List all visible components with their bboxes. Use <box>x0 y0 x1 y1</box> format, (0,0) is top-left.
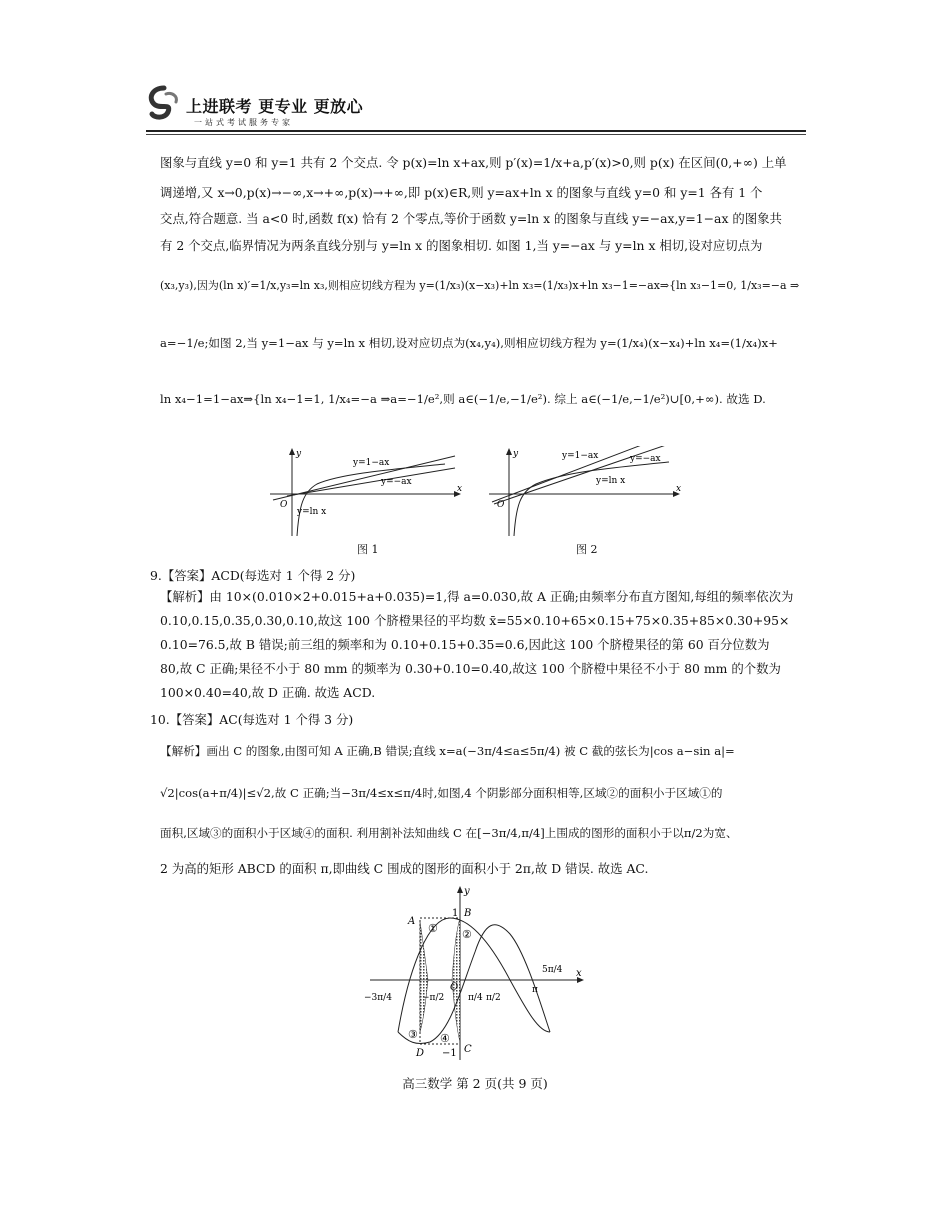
fig1-label-y1: y=1−ax <box>353 458 390 468</box>
fig3-label-a: A <box>408 916 416 927</box>
header-rule <box>146 130 806 132</box>
fig1-axis-x: x <box>457 484 463 494</box>
figure-2 <box>484 446 684 538</box>
fig3-shade-right-top <box>452 918 460 980</box>
header-rule-thin <box>146 134 806 135</box>
fig2-axis-y: y <box>513 449 519 459</box>
fig2-caption: 图 2 <box>576 543 598 556</box>
fig1-axis-y: y <box>296 449 302 459</box>
page-footer: 高三数学 第 2 页(共 9 页) <box>402 1076 548 1091</box>
q10-line-2: √2|cos(a+π/4)|≤√2,故 C 正确;当−3π/4≤x≤π/4时,如图,4 个阴影部分面积相等,区域②的面积小于区域①的 <box>160 786 723 800</box>
q8-line-5: (x₃,y₃),因为(ln x)′=1/x,y₃=ln x₃,则相应切线方程为 y=(1/x₃)(x−x₃)+ln x₃=(1/x₃)x+ln x₃−1=−ax⇒{ln x₃−1=0, 1/x₃=−a ⇒ <box>160 279 800 292</box>
fig3-shade-left-bottom <box>420 980 428 1032</box>
fig3-region-1: ① <box>428 922 438 935</box>
fig3-label-c: C <box>464 1044 472 1055</box>
page-header <box>146 84 806 134</box>
q8-line-3: 交点,符合题意. 当 a<0 时,函数 f(x) 恰有 2 个零点,等价于函数 y=ln x 的图象与直线 y=−ax,y=1−ax 的图象共 <box>160 211 782 226</box>
fig1-label-y2: y=−ax <box>381 477 412 487</box>
q8-line-6: a=−1/e;如图 2,当 y=1−ax 与 y=ln x 相切,设对应切点为(x₄,y₄),则相应切线方程为 y=(1/x₄)(x−x₄)+ln x₄=(1/x₄)x+ <box>160 336 778 350</box>
fig2-ln-curve <box>514 462 669 536</box>
fig3-tick-m3pi4: −3π/4 <box>364 993 392 1003</box>
q10-answer: 10.【答案】AC(每选对 1 个得 3 分) <box>150 712 354 727</box>
fig2-label-y1: y=1−ax <box>562 451 599 461</box>
fig2-label-y2: y=−ax <box>630 454 661 464</box>
fig3-region-3: ③ <box>408 1028 418 1041</box>
fig3-label-1: 1 <box>452 908 459 919</box>
q10-line-3: 面积,区域③的面积小于区域④的面积. 利用割补法知曲线 C 在[−3π/4,π/4]上围成的图形的面积小于以π/2为宽、 <box>160 826 738 840</box>
q9-line-1: 【解析】由 10×(0.010×2+0.015+a+0.035)=1,得 a=0.030,故 A 正确;由频率分布直方图知,每组的频率依次为 <box>160 589 794 604</box>
fig2-label-ln: y=ln x <box>596 476 626 486</box>
fig1-caption: 图 1 <box>357 543 379 556</box>
q9-line-3: 0.10=76.5,故 B 错误;前三组的频率和为 0.10+0.15+0.35=0.6,因此这 100 个脐橙果径的第 60 百分位数为 <box>160 637 770 652</box>
fig3-tick-pi: π <box>532 985 538 995</box>
fig1-origin: O <box>280 500 288 510</box>
fig2-axis-x: x <box>676 484 682 494</box>
q9-line-5: 100×0.40=40,故 D 正确. 故选 ACD. <box>160 685 376 700</box>
brand-logo-icon <box>146 84 182 124</box>
q9-line-4: 80,故 C 正确;果径不小于 80 mm 的频率为 0.30+0.10=0.40,故这 100 个脐橙中果径不小于 80 mm 的个数为 <box>160 661 781 676</box>
q9-answer: 9.【答案】ACD(每选对 1 个得 2 分) <box>150 568 356 583</box>
fig3-region-2: ② <box>462 928 472 941</box>
fig2-origin: O <box>497 500 505 510</box>
figure-1 <box>265 446 465 538</box>
fig1-ln-curve <box>297 464 445 536</box>
fig1-label-ln: y=ln x <box>297 507 327 517</box>
fig3-region-4: ④ <box>440 1032 450 1045</box>
fig3-label-m1: −1 <box>442 1048 457 1059</box>
fig3-tick-pi2: π/2 <box>486 993 501 1003</box>
fig3-label-d: D <box>416 1048 425 1059</box>
q8-line-4: 有 2 个交点,临界情况为两条直线分别与 y=ln x 的图象相切. 如图 1,当 y=−ax 与 y=ln x 相切,设对应切点为 <box>160 238 763 253</box>
fig3-tick-mpi2: −π/2 <box>422 993 445 1003</box>
q8-line-2: 调递增,又 x→0,p(x)→−∞,x→+∞,p(x)→+∞,即 p(x)∈R,则 y=ax+ln x 的图象与直线 y=0 和 y=1 各有 1 个 <box>160 185 763 200</box>
q9-line-2: 0.10,0.15,0.35,0.30,0.10,故这 100 个脐橙果径的平均数 x̄=55×0.10+65×0.15+75×0.35+85×0.30+95× <box>160 613 790 628</box>
fig3-tick-pi4: π/4 <box>468 993 483 1003</box>
fig3-axis-x: x <box>576 968 582 979</box>
fig3-label-o: O <box>450 982 459 993</box>
fig3-shade-left-top <box>420 922 428 980</box>
fig3-axis-y: y <box>464 886 470 897</box>
fig3-label-b: B <box>464 908 472 919</box>
q8-line-1: 图象与直线 y=0 和 y=1 共有 2 个交点. 令 p(x)=ln x+ax,则 p′(x)=1/x+a,p′(x)>0,则 p(x) 在区间(0,+∞) 上单 <box>160 155 787 170</box>
q10-line-4: 2 为高的矩形 ABCD 的面积 π,即曲线 C 围成的图形的面积小于 2π,故 D 错误. 故选 AC. <box>160 861 649 876</box>
q10-line-1: 【解析】画出 C 的图象,由图可知 A 正确,B 错误;直线 x=a(−3π/4≤a≤5π/4) 被 C 截的弦长为|cos a−sin a|= <box>160 744 735 758</box>
fig3-tick-5pi4: 5π/4 <box>542 965 563 975</box>
q8-line-7: ln x₄−1=1−ax⇒{ln x₄−1=1, 1/x₄=−a ⇒a=−1/e²,则 a∈(−1/e,−1/e²). 综上 a∈(−1/e,−1/e²)∪[0,+∞). 故选 D. <box>160 392 766 406</box>
header-subtitle: 一站式考试服务专家 <box>194 118 293 127</box>
header-slogan: 上进联考 更专业 更放心 <box>186 97 364 116</box>
figure-3 <box>360 882 590 1062</box>
